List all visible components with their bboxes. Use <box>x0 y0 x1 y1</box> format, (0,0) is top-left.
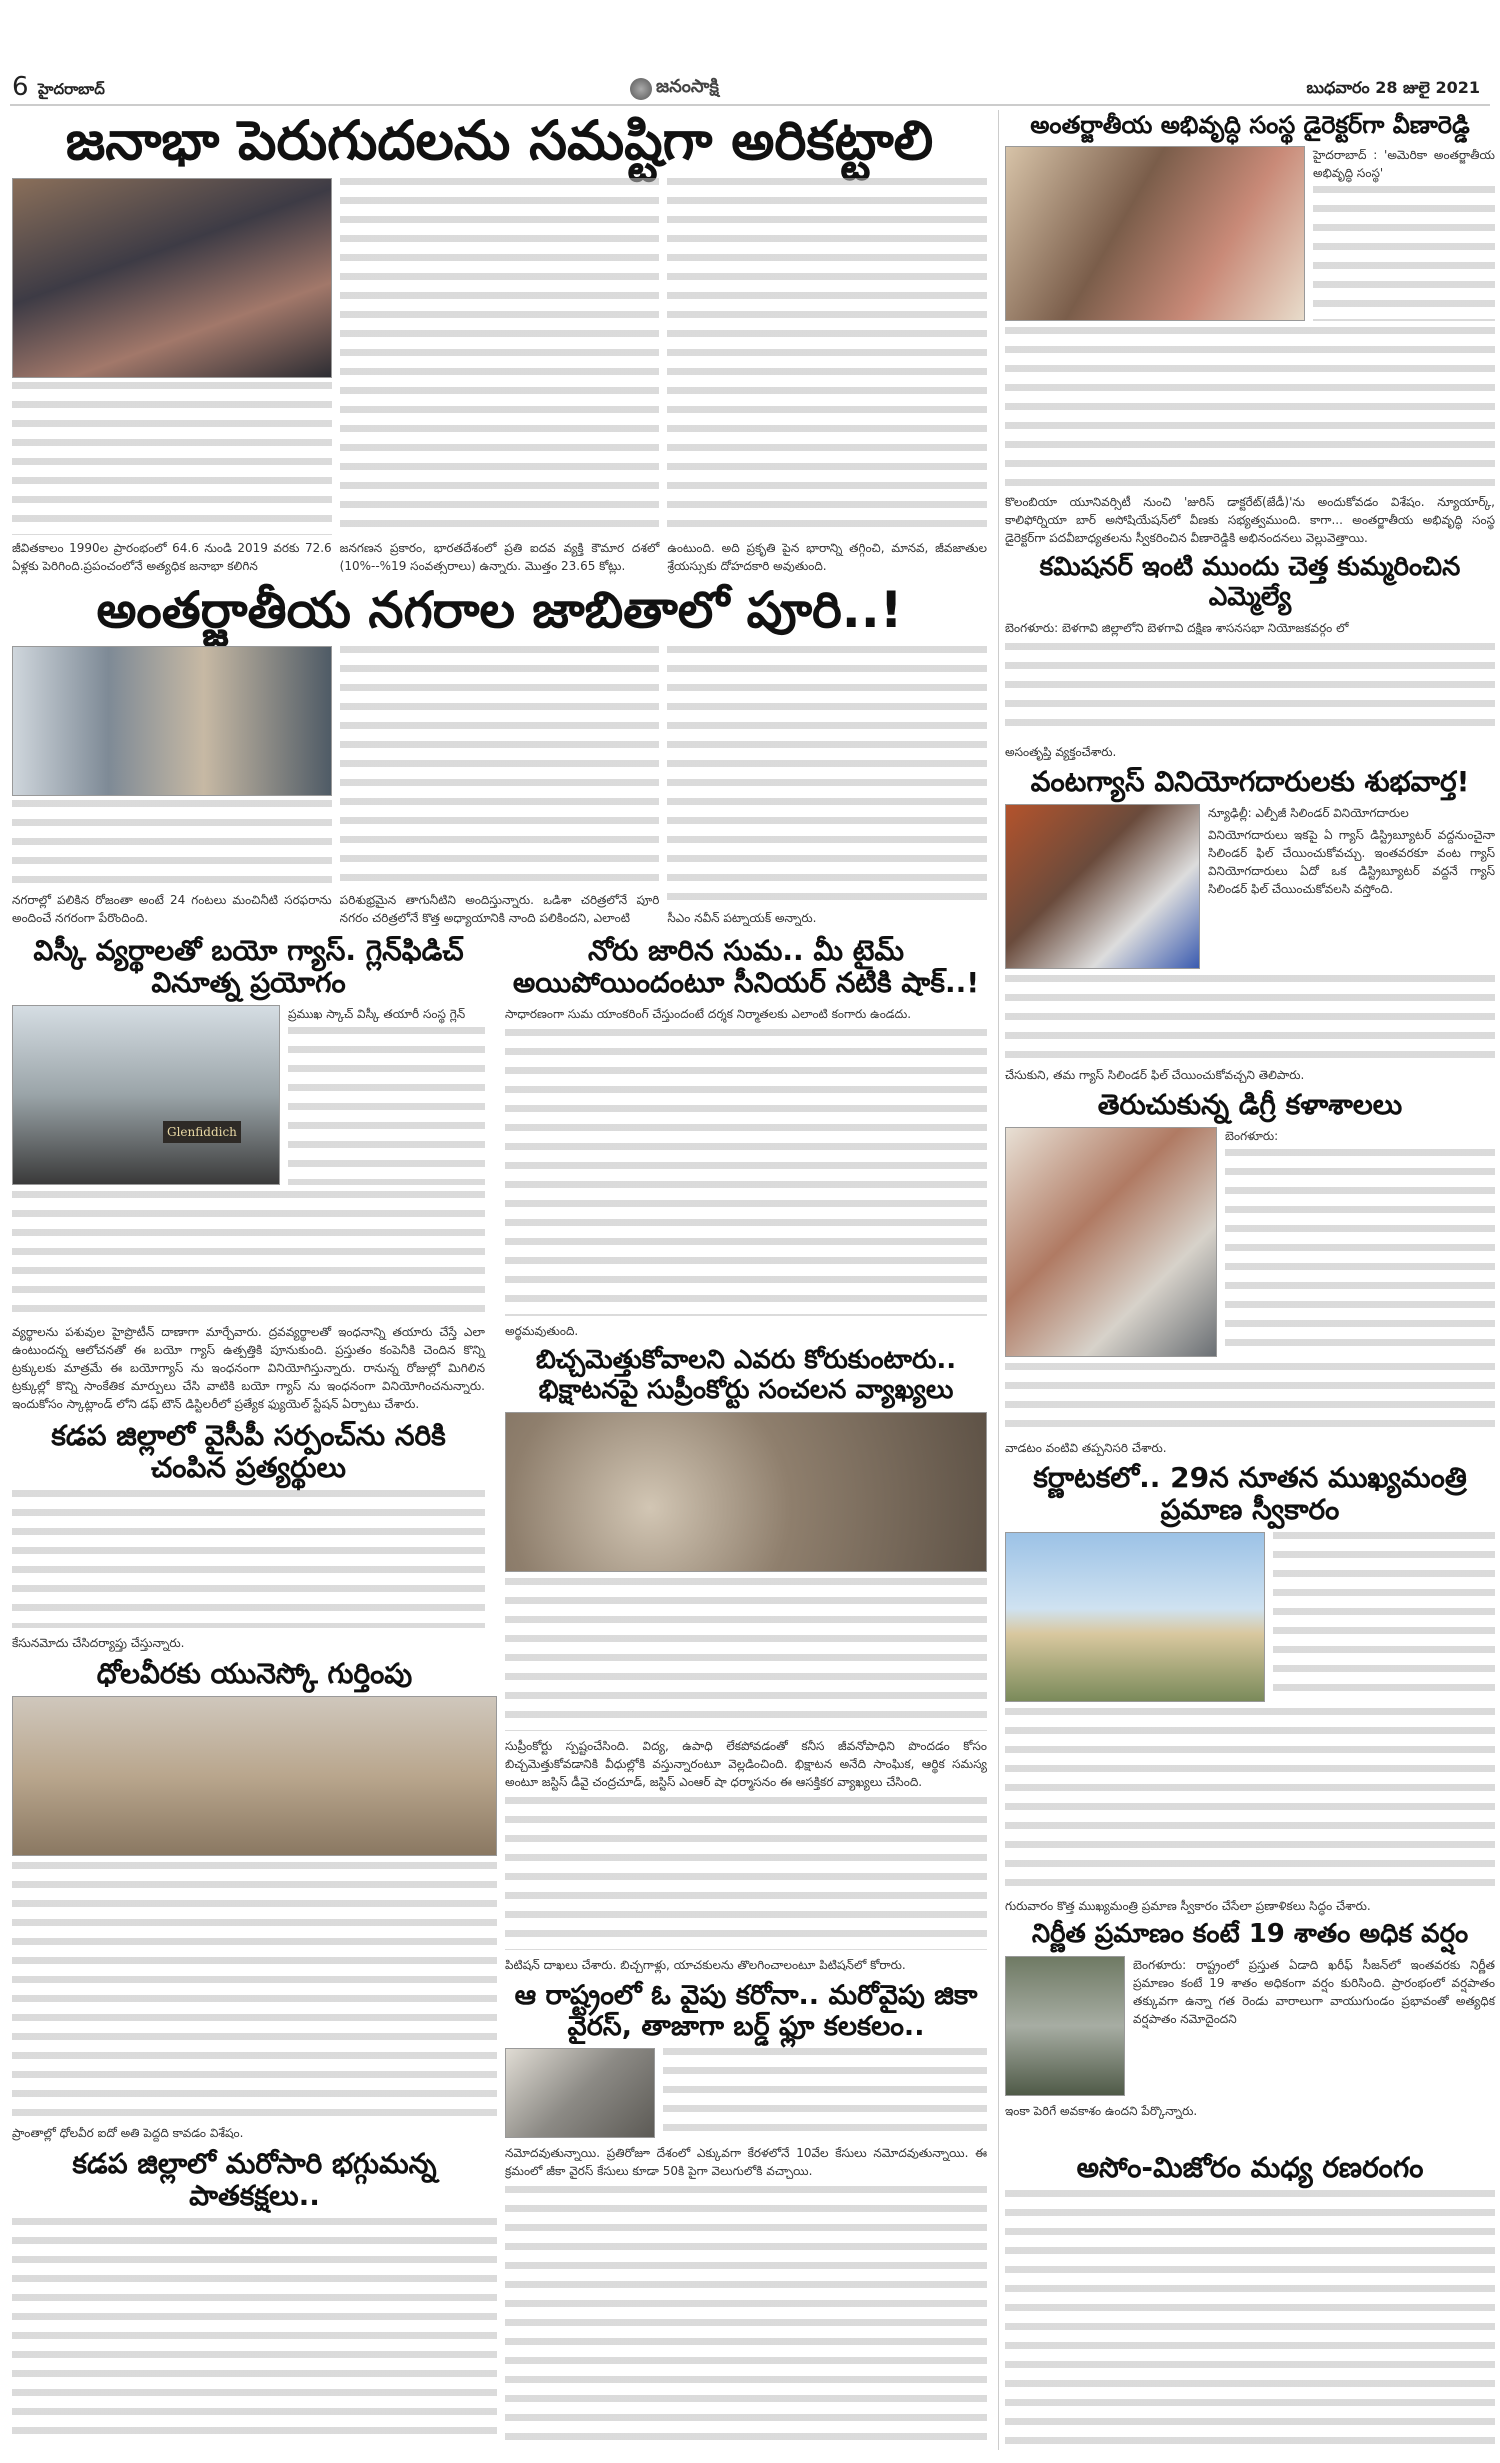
paper-name: జనంసాక్షి <box>656 76 719 97</box>
text-lines <box>1005 2190 1495 2447</box>
article-puri-list <box>12 582 987 927</box>
article-columns <box>12 178 987 575</box>
headline: నిర్ణీత ప్రమాణం కంటే 19 శాతం అధిక వర్షం <box>1031 1919 1469 1949</box>
text-lines <box>1225 1149 1495 1357</box>
headline: ధోలవీరకు యునెస్కో గుర్తింపు <box>96 1657 413 1690</box>
article-text: ప్రాంతాల్లో ధోలవీర ఐదో అతి పెద్దది కావడం విశేషం. <box>12 2126 244 2140</box>
text-lines <box>12 800 332 888</box>
logo-icon <box>630 78 652 100</box>
photo-row <box>1005 804 1495 969</box>
column-2 <box>340 178 660 575</box>
article-whisky <box>12 935 485 1413</box>
text-lines <box>505 1797 987 1950</box>
page-number: 6 <box>12 72 29 102</box>
article-population <box>12 110 987 575</box>
text-lines <box>12 1862 497 2118</box>
headline: అంతర్జాతీయ నగరాల జాబితాలో పూరి..! <box>96 581 903 639</box>
text-lines <box>288 1027 485 1185</box>
article-lead: సాధారణంగా సుమ యాంకరింగ్ చేస్తుందంటే దర్శక నిర్మాతలకు ఎలాంటి కంగారు ఉండదు. <box>505 1007 912 1022</box>
article-kadapa-feud <box>12 2148 497 2446</box>
text-lines <box>1005 1363 1495 1433</box>
column-3 <box>667 646 987 928</box>
text-lines <box>12 382 332 535</box>
article-text: కొలంబియా యూనివర్సిటీ నుంచి 'జురిస్ డాక్టరేట్(జేడీ)'ను అందుకోవడం విశేషం. న్యూయార్క్, కాలిఫోర్నియా బార్ అసోషియేషన్‌లో వీణకు సభ్యత్వముంది. కాగా... అంతర్జాతీయ అభివృద్ధి సంస్థ డైరెక్టర్‌గా పదవీబాధ్యతలను స్వీకరించిన వీణారెడ్డికి అభినందనలు వెల్లువెత్తాయి. <box>1005 495 1495 545</box>
photo-row <box>1005 1956 1495 2096</box>
headline: ఆ రాష్ట్రంలో ఓ వైపు కరోనా.. మరోవైపు జికా వైరస్, తాజాగా బర్డ్ ఫ్లూ కలకలం.. <box>514 1980 978 2043</box>
text-lines <box>663 2048 987 2138</box>
article-text: గురువారం కొత్త ముఖ్యమంత్రి ప్రమాణ స్వీకారం చేసేలా ప్రణాళికలు సిద్ధం చేశారు. <box>1005 1899 1371 1913</box>
column-2 <box>340 646 660 928</box>
article-lead: హైదరాబాద్ : 'అమెరికా అంతర్జాతీయ అభివృద్ధి సంస్థ' <box>1313 147 1495 180</box>
article-text: వాడటం వంటివి తప్పనిసరి చేశారు. <box>1005 1441 1167 1455</box>
vidhana-soudha-photo <box>1005 1532 1265 1702</box>
text-lines <box>340 178 660 535</box>
article-lead: ప్రముఖ స్కాచ్ విస్కీ తయారీ సంస్థ గ్లెన్ <box>288 1007 466 1022</box>
headline: బిచ్చమెత్తుకోవాలని ఎవరు కోరుకుంటారు.. భిక్షాటనపై సుప్రీంకోర్టు సంచలన వ్యాఖ్యలు <box>535 1345 957 1405</box>
text-lines <box>667 178 987 535</box>
glenfiddich-logo: Glenfiddich <box>163 1121 241 1143</box>
headline: కమిషనర్ ఇంటి ముందు చెత్త కుమ్మరించిన ఎమ్మెల్యే <box>1039 552 1461 612</box>
edition-label: హైదరాబాద్ <box>38 80 105 98</box>
column-divider <box>998 110 999 2450</box>
side-column <box>663 2048 987 2138</box>
article-text: జనగణన ప్రకారం, భారతదేశంలో ప్రతి ఐదవ వ్యక్తి కౌమార దశలో (10%--%19 సంవత్సరాలు) ఉన్నారు. మొత్తం 23.65 కోట్లు. <box>339 541 660 573</box>
column-1 <box>12 178 332 575</box>
side-column <box>288 1005 485 1185</box>
text-lines <box>12 1490 485 1628</box>
side-column <box>1208 804 1495 969</box>
article-text: జీవితకాలం 1990ల ప్రారంభంలో 64.6 నుండి 2019 వరకు 72.6 ఏళ్లకు పెరిగింది.ప్రపంచంలోనే అత్యధిక జనాభా కలిగిన <box>12 541 332 573</box>
photo-row <box>505 2048 987 2138</box>
text-lines <box>1005 327 1495 487</box>
text-lines <box>1313 186 1495 321</box>
side-column <box>1133 1956 1495 2096</box>
photo-row <box>1005 1532 1495 1702</box>
article-columns <box>12 646 987 928</box>
article-degree-colleges <box>1005 1089 1495 1457</box>
headline: కడప జిల్లాలో మరోసారి భగ్గుమన్న పాతకక్షలు.. <box>72 2147 437 2213</box>
article-text: పిటిషన్ దాఖలు చేశారు. బిచ్చగాళ్లు, యాచకులను తొలగించాలంటూ పిటిషన్‌లో కోరారు. <box>505 1958 906 1972</box>
article-lead: న్యూఢిల్లీ: ఎల్పీజీ సిలిండర్ వినియోగదారుల <box>1208 806 1409 821</box>
puri-photo <box>12 646 332 796</box>
column-1 <box>12 646 332 928</box>
poultry-photo <box>505 2048 655 2138</box>
article-veena-reddy <box>1005 112 1495 547</box>
article-text: పరిశుభ్రమైన తాగునీటిని అందిస్తున్నారు. ఒడిశా చరిత్రలోనే పూరి నగరం చరిత్రలోనే కొత్త అధ్యాయానికి నాంది పలికిందని, ఎలాంటి <box>339 893 660 925</box>
dholavira-photo <box>12 1696 497 1856</box>
article-lpg <box>1005 766 1495 1084</box>
crowd-photo <box>12 178 332 378</box>
text-lines <box>505 1578 987 1731</box>
photo-row <box>1005 146 1495 321</box>
headline: వంటగ్యాస్ వినియోగదారులకు శుభవార్త! <box>1030 765 1470 798</box>
article-text: సుప్రీంకోర్టు స్పష్టంచేసింది. విద్య, ఉపాధి లేకపోవడంతో కనీస జీవనోపాధిని పొందడం కోసం బిచ్చమెత్తుకోవడానికి వీధుల్లోకి వస్తున్నారంటూ వెల్లడించింది. భిక్షాటన అనేది సాంఘిక, ఆర్థిక సమస్య అంటూ జస్టిస్ డీవై చంద్రచూడ్, జస్టిస్ ఎంఆర్ షా ధర్మాసనం ఈ ఆసక్తికర వ్యాఖ్యలు చేసింది. <box>505 1738 987 1789</box>
issue-date: బుధవారం 28 జులై 2021 <box>1306 78 1480 97</box>
text-lines <box>1273 1532 1495 1702</box>
article-text: సీఎం నవీన్ పట్నాయక్ అన్నారు. <box>667 911 817 925</box>
gas-cylinder-photo <box>1005 804 1200 969</box>
coins-hand-photo <box>505 1412 987 1572</box>
text-lines <box>505 1029 987 1316</box>
headline: కడప జిల్లాలో వైసీపీ సర్పంచ్‌ను నరికి చంపిన ప్రత్యర్థులు <box>51 1419 446 1485</box>
article-text: నమోదవుతున్నాయి. ప్రతిరోజూ దేశంలో ఎక్కువగా కేరళలోనే 10వేల కేసులు నమోదవుతున్నాయి. ఈ క్రమంలో జీకా వైరస్ కేసులు కూడా 50కి పైగా వెలుగులోకి వచ్చాయి. <box>505 2146 987 2179</box>
text-lines <box>505 2186 987 2446</box>
headline: కర్ణాటకలో.. 29న నూతన ముఖ్యమంత్రి ప్రమాణ స్వీకారం <box>1033 1461 1467 1527</box>
article-lead: బెంగళూరు: రాష్ట్రంలో ప్రస్తుత ఏడాది ఖరీఫ్ సీజన్‌లో ఇంతవరకు నిర్ణీత ప్రమాణం కంటే 19 శాతం అధికంగా వర్షం కురిసింది. ప్రారంభంలో వర్షపాతం తక్కువగా ఉన్నా గత రెండు వారాలుగా వాయుగుండం ప్రభావంతో అత్యధిక వర్షపాతం నమోదైందని <box>1133 1957 1495 2026</box>
article-text: నగరాల్లో పలికిన రోజంతా అంటే 24 గంటలు మంచినీటి సరఫరాను అందించే నగరంగా పేరొందింది. <box>12 893 332 925</box>
photo-row <box>12 1005 485 1185</box>
article-text: వినియోగదారులు ఇకపై ఏ గ్యాస్ డిస్ట్రిబ్యూటర్ వద్దనుంచైనా సిలిండర్ ఫిల్ చేయించుకోవచ్చు. ఇంతవరకూ వంట గ్యాస్ వినియోగదారులు ఏదో ఒక డిస్ట్రిబ్యూటర్ వద్దనే గ్యాస్ సిలిండర్ ఫిల్ చేయించుకోవలసి వస్తోంది. <box>1208 828 1495 897</box>
side-column <box>1313 146 1495 321</box>
headline: అసోం-మిజోరం మధ్య రణరంగం <box>1076 2151 1424 2184</box>
article-text: అర్థమవుతుంది. <box>505 1324 579 1338</box>
article-commissioner <box>1005 553 1495 761</box>
article-karnataka-cm <box>1005 1462 1495 1915</box>
article-lead: బెంగళూరు: <box>1225 1129 1279 1144</box>
glenfiddich-photo <box>12 1005 280 1185</box>
article-text: ఇంకా పెరిగే అవకాశం ఉందని పేర్కొన్నారు. <box>1005 2103 1198 2118</box>
article-zika <box>505 1980 987 2446</box>
article-begging <box>505 1346 987 1974</box>
article-assam-mizoram <box>1005 2152 1495 2447</box>
rain-photo <box>1005 1956 1125 2096</box>
article-text: కేసునమోదు చేసిదర్యాప్తు చేస్తున్నారు. <box>12 1636 185 1650</box>
article-text: ఉంటుంది. అది ప్రకృతి పైన భారాన్ని తగ్గించి, మానవ, జీవజాతుల శ్రేయస్సుకు దోహదకారి అవుతుంది. <box>667 541 988 573</box>
side-column <box>1225 1127 1495 1357</box>
article-lead: బెంగళూరు: బెళగావి జిల్లాలోని బెళగావి దక్షిణ శాసనసభా నియోజకవర్గం లో <box>1005 620 1349 635</box>
headline: విస్కీ వ్యర్థాలతో బయో గ్యాస్. గ్లెన్‌ఫిడిచ్ వినూత్న ప్రయోగం <box>33 934 464 1000</box>
headline: తెరుచుకున్న డిగ్రీ కళాశాలలు <box>1097 1088 1403 1121</box>
headline: జనాభా పెరుగుదలను సమష్టిగా అరికట్టాలి <box>65 109 934 172</box>
article-suma <box>505 935 987 1340</box>
text-lines <box>1005 643 1495 737</box>
article-text: వ్యర్థాలను పశువుల హైప్రొటీన్ దాణాగా మార్చేవారు. ద్రవవ్యర్థాలతో ఇంధనాన్ని తయారు చేస్తే ఎలా ఉంటుందన్న ఆలోచనతో ఈ బయో గ్యాస్ ఉత్పత్తికి పూనుకుంది. ప్రస్తుతం కంపెనీకి చెందిన కొన్ని ట్రక్కులకు మాత్రమే ఈ బయోగ్యాస్ ను ఇంధనంగా వినియోగిస్తున్నారు. రానున్న రోజుల్లో మిగిలిన ట్రక్కుల్లో కొన్ని సాంకేతిక మార్పులు చేసి వాటికి బయో గ్యాస్ ను ఇంధనంగా వినియోగించనున్నారు. ఇందుకోసం స్కాట్లాండ్ లోని డఫ్ టౌన్ డిస్టిలరీలో ప్రత్యేక ఫ్యుయెల్ స్టేషన్ ఏర్పాటు చేశారు. <box>12 1325 485 1411</box>
article-kadapa-sarpanch <box>12 1420 485 1652</box>
text-lines <box>1005 975 1495 1060</box>
headline: అంతర్జాతీయ అభివృద్ధి సంస్థ డైరెక్టర్‌గా వీణారెడ్డి <box>1030 111 1470 139</box>
masthead-divider <box>10 104 1490 106</box>
text-lines <box>12 2218 497 2446</box>
text-lines <box>340 646 660 888</box>
college-photo <box>1005 1127 1217 1357</box>
photo-row <box>1005 1127 1495 1357</box>
column-3 <box>667 178 987 575</box>
article-text: చేసుకుని, తమ గ్యాస్ సిలిండర్ ఫిల్ చేయించుకోవచ్చని తెలిపారు. <box>1005 1068 1305 1082</box>
article-dholavira <box>12 1658 497 2142</box>
side-column <box>1273 1532 1495 1702</box>
text-lines <box>667 646 987 906</box>
text-lines <box>1005 1708 1495 1891</box>
article-text: అసంతృప్తి వ్యక్తంచేశారు. <box>1005 745 1117 759</box>
headline: నోరు జారిన సుమ.. మీ టైమ్ అయిపోయిందంటూ సీనియర్ నటికి షాక్..! <box>512 934 980 1000</box>
veena-photo <box>1005 146 1305 321</box>
text-lines <box>12 1191 485 1317</box>
paper-logo <box>630 76 719 101</box>
article-rain <box>1005 1920 1495 2145</box>
